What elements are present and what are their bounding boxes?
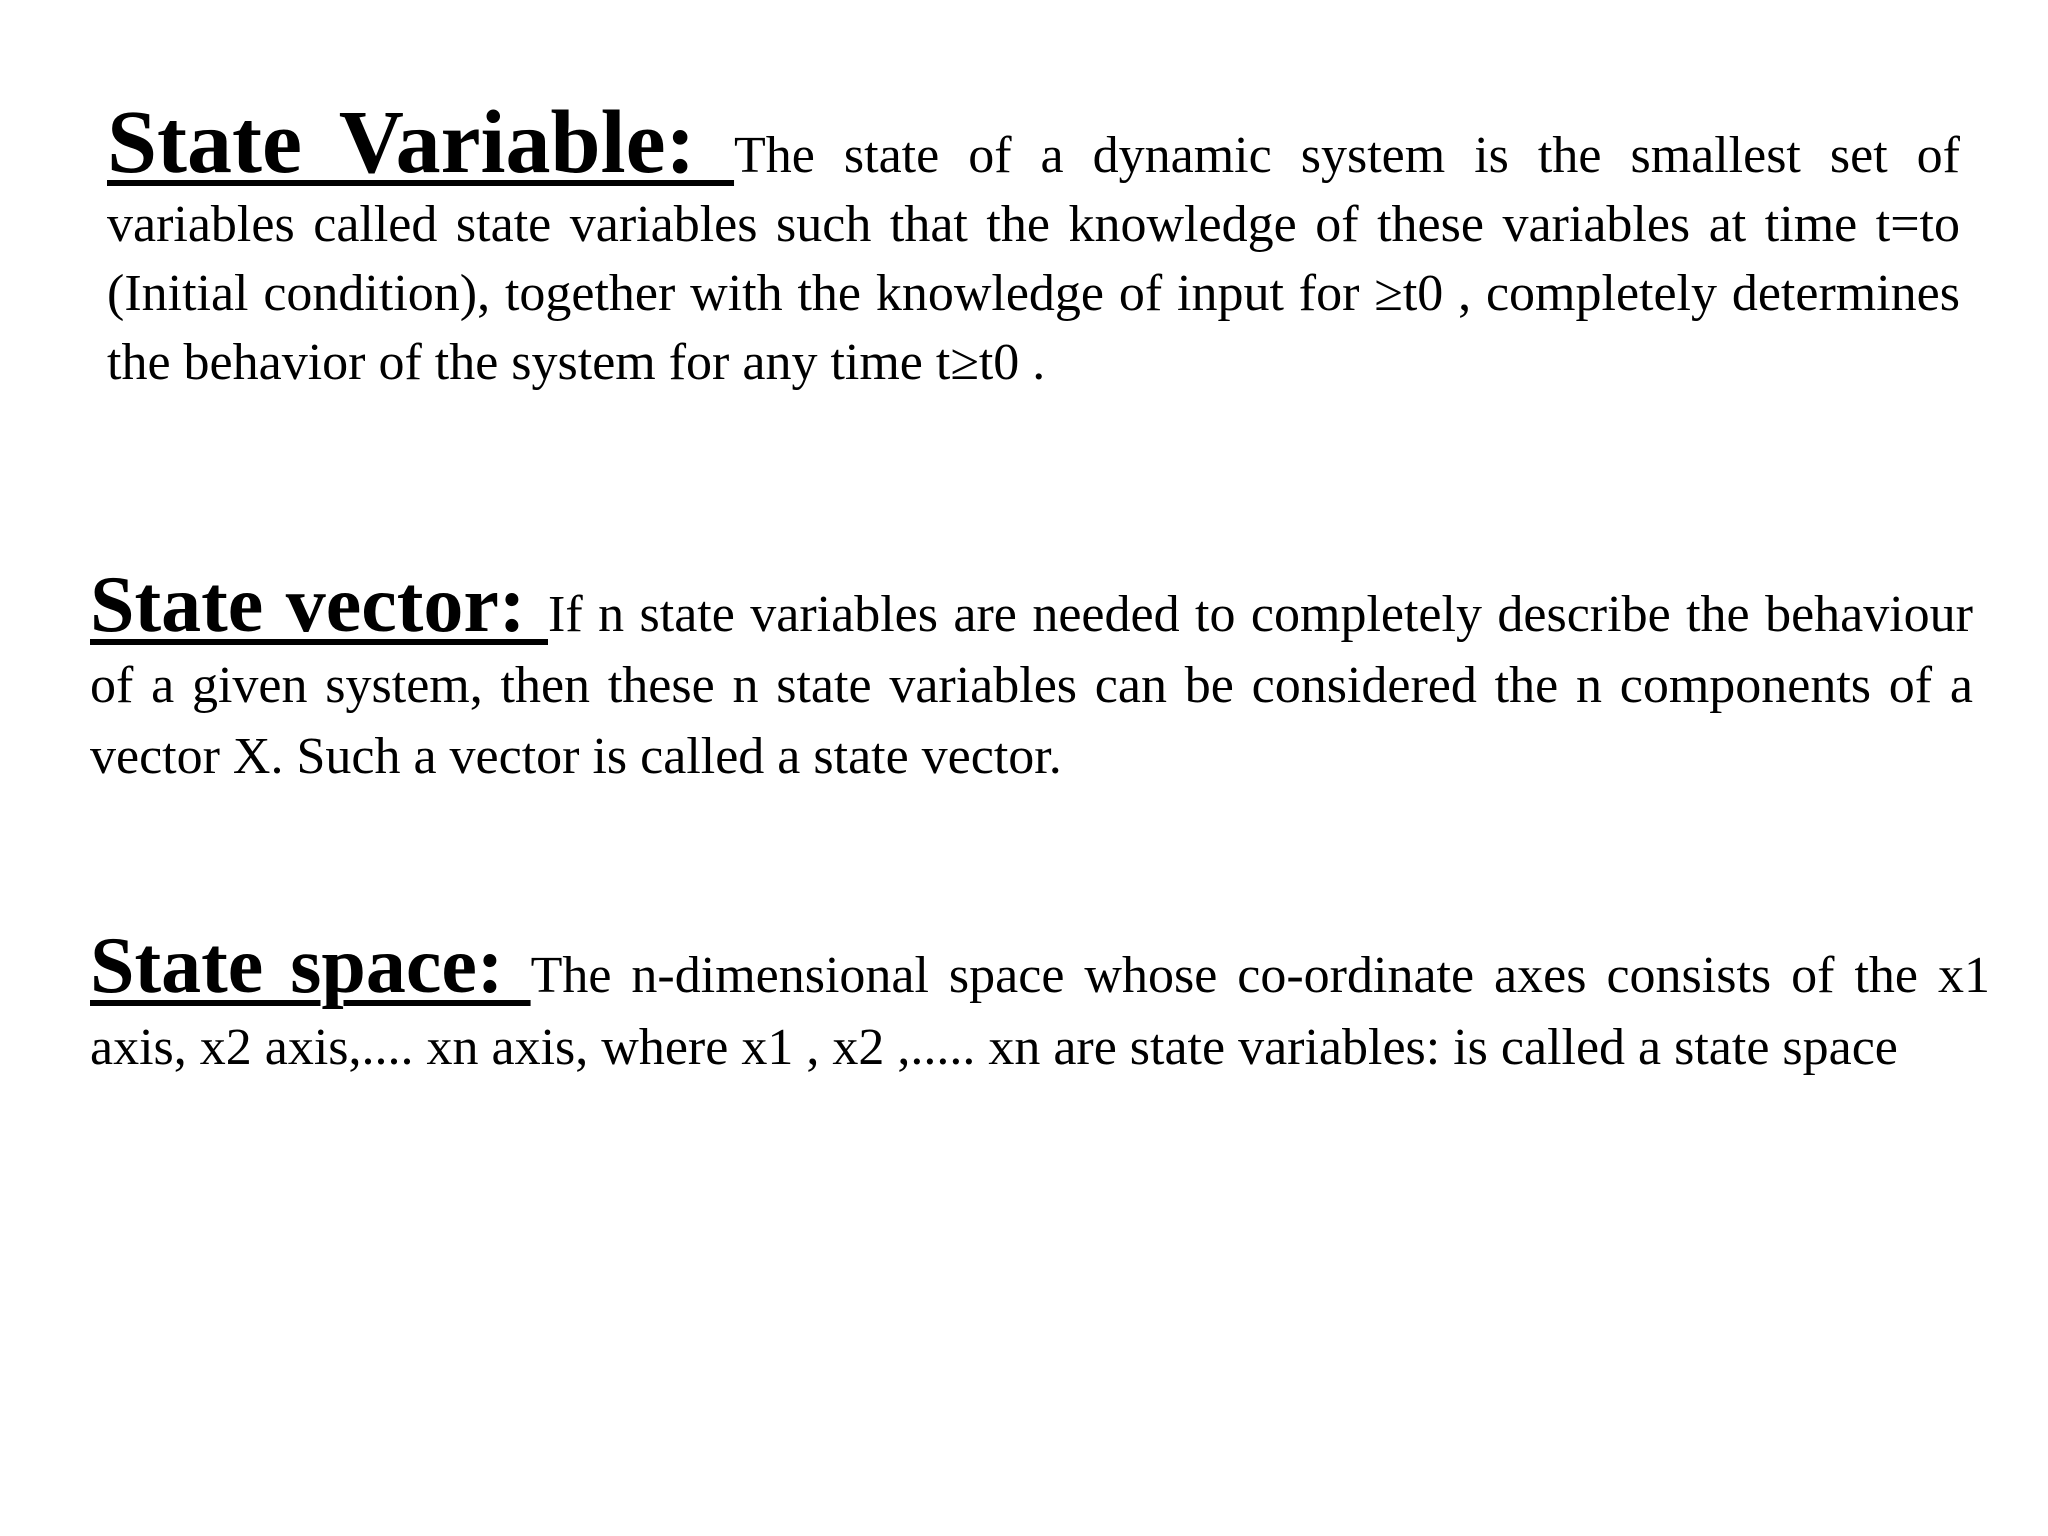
state-vector-definition: If n state variables are needed to completely describe the behaviour of a given system, then these n state variables can be considered the n components of a vector X. Such a vector is called a state vector. [90, 586, 1974, 785]
state-variable-heading: State Variable: [107, 93, 735, 192]
state-vector-section [90, 561, 1974, 792]
state-variable-section [107, 93, 1960, 397]
state-space-section [90, 922, 1990, 1084]
state-space-heading: State space: [90, 922, 531, 1010]
state-space-definition: The n-dimensional space whose co-ordinate axes consists of the x1 axis, x2 axis,.... xn axis, where x1 , x2 ,..... xn are state variables: is called a state space [90, 947, 1990, 1076]
state-variable-definition: The state of a dynamic system is the smallest set of variables called state variables such that the knowledge of these variables at time t=to (Initial condition), together with the knowledge of input for ≥t0 , completely determines the behavior of the system for any time t≥t0 . [107, 127, 1960, 391]
state-vector-heading: State vector: [90, 561, 548, 649]
